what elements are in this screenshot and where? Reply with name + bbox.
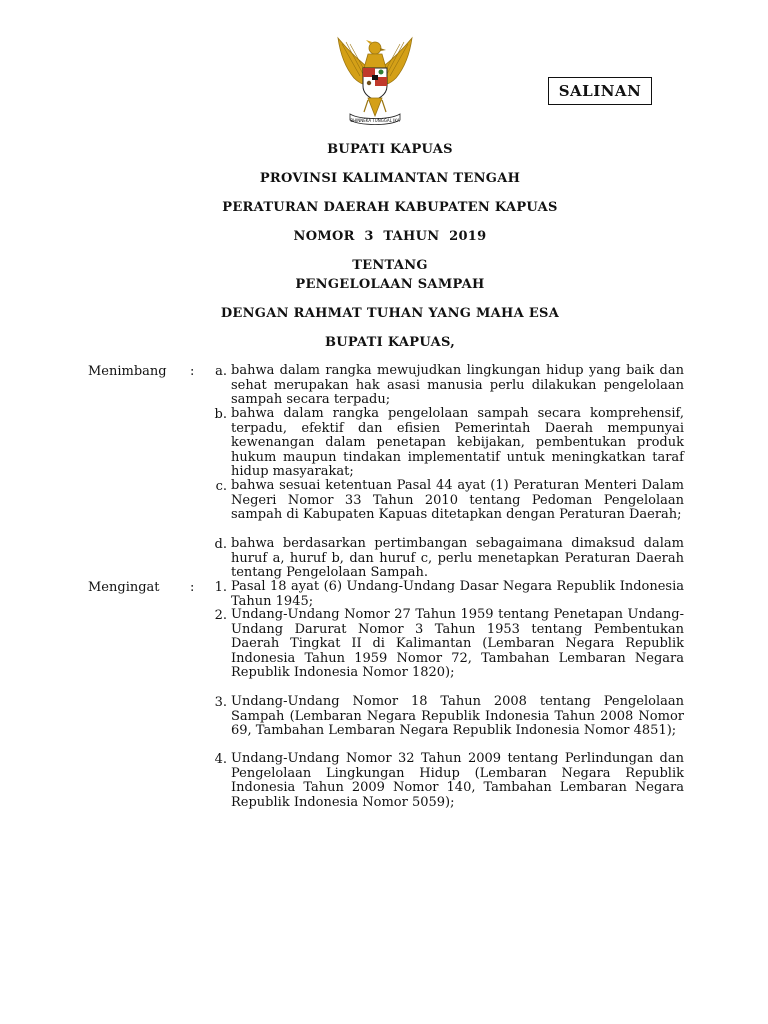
title-rahmat: DENGAN RAHMAT TUHAN YANG MAHA ESA [220,306,560,321]
mengingat-item: Undang-Undang Nomor 32 Tahun 2009 tentang Perlindungan dan Pengelolaan Lingkungan Hidup (Lembaran Negara Republik Indonesia Tahun 2009 Nomor 140, Tambahan Lembaran Negara Republik Indonesia Nomor 5059); [231,751,684,810]
list-marker: 3. [214,695,227,710]
menimbang-label: Menimbang [88,364,167,379]
list-marker: c. [215,479,227,494]
list-marker: b. [214,407,227,422]
list-marker: a. [215,364,227,379]
menimbang-item: bahwa berdasarkan pertimbangan sebagaimana dimaksud dalam huruf a, huruf b, dan huruf c, perlu menetapkan Peraturan Daerah tentang Pengelolaan Sampah. [231,536,684,581]
title-nomor: NOMOR 3 TAHUN 2019 [293,229,487,244]
mengingat-item: Undang-Undang Nomor 27 Tahun 1959 tentang Penetapan Undang-Undang Darurat Nomor 3 Tahun 1953 tentang Pembentukan Daerah Tingkat II di Kalimantan (Lembaran Negara Republik Indonesia Tahun 1959 Nomor 72, Tambahan Lembaran Negara Republik Indonesia Nomor 1820); [231,607,684,681]
list-marker: d. [214,537,227,552]
svg-text:BHINNEKA TUNGGAL IKA: BHINNEKA TUNGGAL IKA [350,118,400,123]
mengingat-colon: : [190,580,195,595]
list-marker: 4. [214,752,227,767]
list-marker: 1. [214,580,227,595]
menimbang-item: bahwa sesuai ketentuan Pasal 44 ayat (1) Peraturan Menteri Dalam Negeri Nomor 33 Tahun 2010 tentang Pedoman Pengelolaan sampah di Kabupaten Kapuas ditetapkan dengan Peraturan Daerah; [231,478,684,523]
title-bupati-closing: BUPATI KAPUAS, [324,335,456,350]
title-subject: PENGELOLAAN SAMPAH [295,277,485,292]
title-bupati: BUPATI KAPUAS [327,142,453,157]
title-tentang: TENTANG [352,258,428,273]
menimbang-item: bahwa dalam rangka pengelolaan sampah secara komprehensif, terpadu, efektif dan efisien Pemerintah Daerah mempunyai kewenangan dalam penetapan kebijakan, pembentukan produk hukum maupun tindakan implementatif untuk meningkatkan taraf hidup masyarakat; [231,406,684,480]
mengingat-item: Pasal 18 ayat (6) Undang-Undang Dasar Negara Republik Indonesia Tahun 1945; [231,579,684,609]
menimbang-item: bahwa dalam rangka mewujudkan lingkungan hidup yang baik dan sehat merupakan hak asasi manusia perlu dilakukan pengelolaan sampah secara terpadu; [231,363,684,408]
list-marker: 2. [214,608,227,623]
mengingat-item: Undang-Undang Nomor 18 Tahun 2008 tentang Pengelolaan Sampah (Lembaran Negara Republik Indonesia Tahun 2008 Nomor 69, Tambahan Lembaran Negara Republik Indonesia Nomor 4851); [231,694,684,739]
salinan-stamp: SALINAN [548,77,652,105]
mengingat-label: Mengingat [88,580,160,595]
title-peraturan: PERATURAN DAERAH KABUPATEN KAPUAS [222,200,558,215]
menimbang-colon: : [190,364,195,379]
garuda-emblem-icon [330,32,420,132]
title-provinsi: PROVINSI KALIMANTAN TENGAH [259,171,521,186]
